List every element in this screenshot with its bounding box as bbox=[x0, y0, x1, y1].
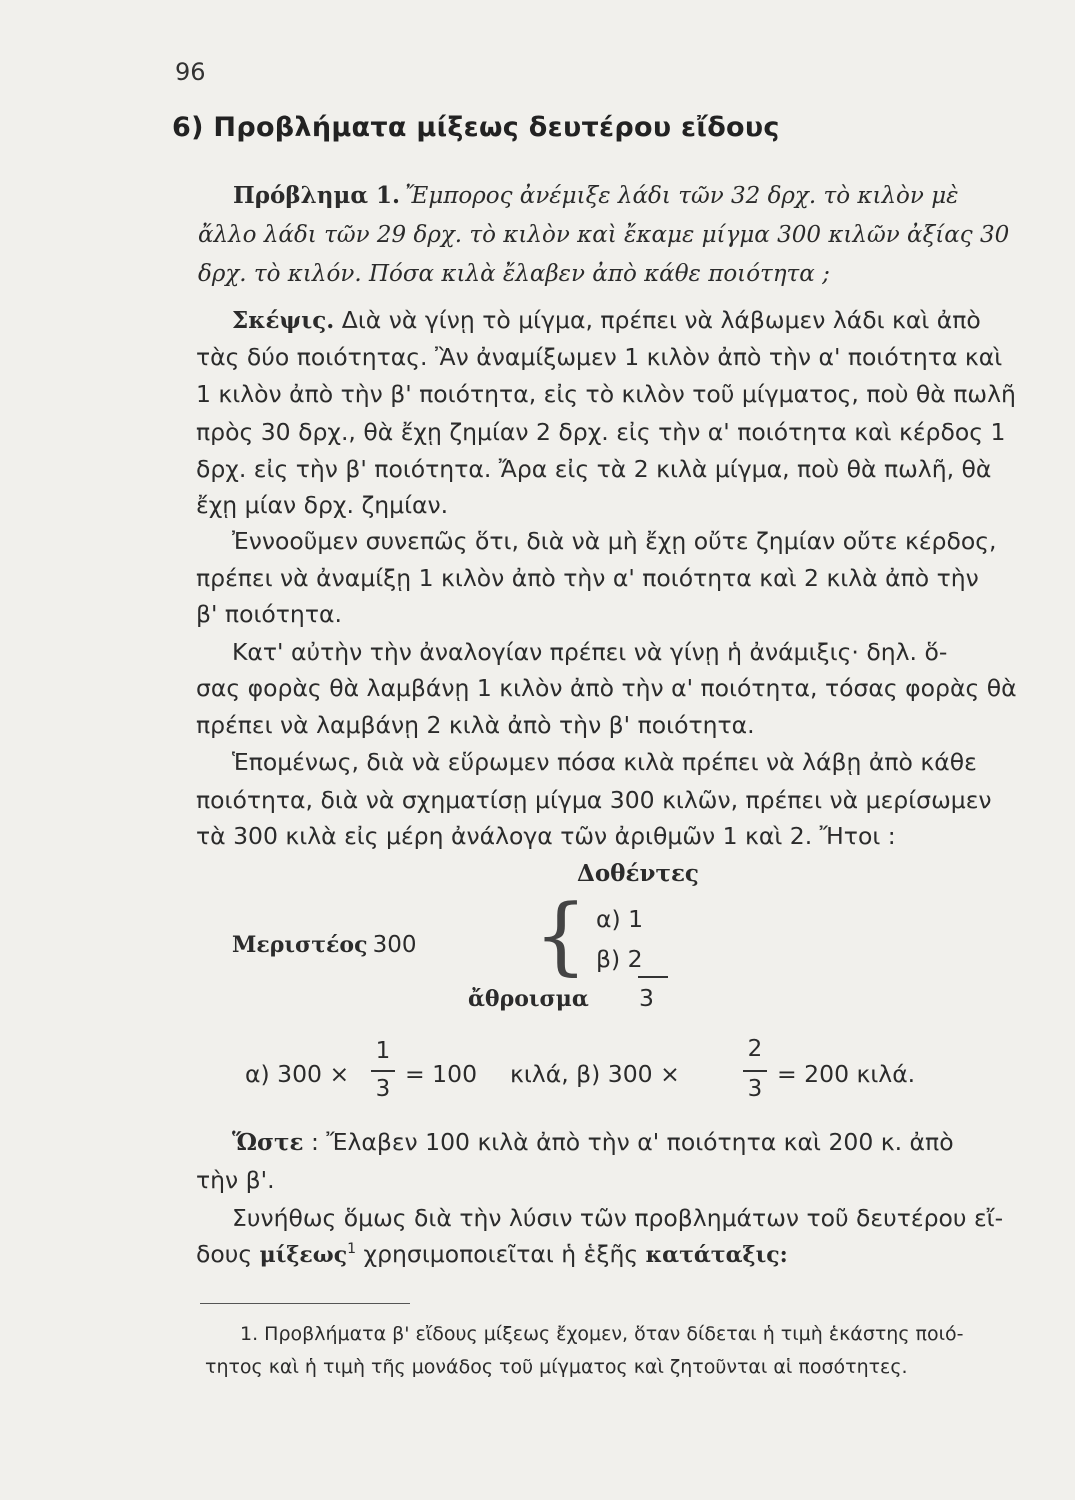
calc-a-result: = 100 bbox=[405, 1060, 478, 1088]
left-brace: { bbox=[534, 886, 588, 984]
page-number: 96 bbox=[175, 58, 206, 86]
final-line-text: δους bbox=[196, 1240, 253, 1268]
calc-b-fraction-bar bbox=[743, 1070, 767, 1072]
body-line: πρέπει νὰ λαμβάνῃ 2 κιλὰ ἀπὸ τὴν β' ποιότητα. bbox=[196, 711, 755, 739]
sum-label: ἄθροισμα bbox=[468, 986, 589, 1012]
calc-a-numerator: 1 bbox=[375, 1038, 391, 1064]
reasoning-first-line bbox=[232, 306, 981, 334]
body-line: πρὸς 30 δρχ., θὰ ἔχῃ ζημίαν 2 δρχ. εἰς τὴν α' ποιότητα καὶ κέρδος 1 bbox=[196, 418, 1006, 446]
footnote-mark: 1 bbox=[347, 1241, 357, 1258]
calc-b-denominator: 3 bbox=[747, 1076, 763, 1102]
final-line bbox=[196, 1240, 788, 1268]
body-line: Ἑπομένως, διὰ νὰ εὕρωμεν πόσα κιλὰ πρέπει νὰ λάβῃ ἀπὸ κάθε bbox=[232, 748, 977, 776]
part-a: α) 1 bbox=[596, 905, 644, 933]
body-line: δρχ. εἰς τὴν β' ποιότητα. Ἄρα εἰς τὰ 2 κιλὰ μίγμα, ποὺ θὰ πωλῆ, θὰ bbox=[196, 455, 992, 483]
problem-text-line: δρχ. τὸ κιλόν. Πόσα κιλὰ ἔλαβεν ἀπὸ κάθε ποιότητα ; bbox=[198, 261, 830, 287]
problem-text-line: ἄλλο λάδι τῶν 29 δρχ. τὸ κιλὸν καὶ ἔκαμε μίγμα 300 κιλῶν ἀξίας 30 bbox=[198, 222, 1010, 248]
problem-label: Πρόβλημα 1. bbox=[233, 182, 401, 209]
conclusion-line-2: τὴν β'. bbox=[196, 1166, 275, 1194]
footnote-line: τητος καὶ ἡ τιμὴ τῆς μονάδος τοῦ μίγματος καὶ ζητοῦνται αἱ ποσότητες. bbox=[205, 1356, 908, 1378]
bold-term: κατάταξις: bbox=[645, 1242, 788, 1268]
reasoning-text: Διὰ νὰ γίνῃ τὸ μίγμα, πρέπει νὰ λάβωμεν λάδι καὶ ἀπὸ bbox=[341, 306, 981, 334]
dividend-label: Μεριστέος bbox=[232, 932, 368, 958]
problem-text-line: Ἔμπορος ἀνέμιξε λάδι τῶν 32 δρχ. τὸ κιλὸν μὲ bbox=[405, 183, 959, 209]
calc-b-numerator: 2 bbox=[747, 1036, 763, 1062]
body-line: πρέπει νὰ ἀναμίξῃ 1 κιλὸν ἀπὸ τὴν α' ποιότητα καὶ 2 κιλὰ ἀπὸ τὴν bbox=[196, 564, 979, 592]
final-line-text: χρησιμοποιεῖται ἡ ἑξῆς bbox=[363, 1240, 639, 1268]
dividend-value: 300 bbox=[372, 932, 417, 958]
problem-first-line bbox=[233, 182, 958, 209]
givens-label: Δοθέντες bbox=[577, 860, 699, 887]
body-line: 1 κιλὸν ἀπὸ τὴν β' ποιότητα, εἰς τὸ κιλὸν τοῦ μίγματος, ποὺ θὰ πωλῆ bbox=[196, 380, 1016, 408]
calc-a-denominator: 3 bbox=[375, 1076, 391, 1102]
footnote-rule bbox=[200, 1303, 410, 1304]
body-line: τὰς δύο ποιότητας. Ἂν ἀναμίξωμεν 1 κιλὸν ἀπὸ τὴν α' ποιότητα καὶ bbox=[196, 343, 1003, 371]
body-line: ποιότητα, διὰ νὰ σχηματίσῃ μίγμα 300 κιλῶν, πρέπει νὰ μερίσωμεν bbox=[196, 786, 992, 814]
body-line: Κατ' αὐτὴν τὴν ἀναλογίαν πρέπει νὰ γίνῃ ἡ ἀνάμιξις· δηλ. ὅ- bbox=[232, 638, 948, 666]
body-line: Συνήθως ὅμως διὰ τὴν λύσιν τῶν προβλημάτων τοῦ δευτέρου εἴ- bbox=[232, 1204, 1004, 1232]
calc-a-fraction-bar bbox=[371, 1070, 395, 1072]
body-line: σας φορὰς θὰ λαμβάνῃ 1 κιλὸν ἀπὸ τὴν α' ποιότητα, τόσας φορὰς θὰ bbox=[196, 674, 1017, 702]
bold-term: μίξεως bbox=[259, 1242, 348, 1268]
part-b: β) 2 bbox=[596, 945, 643, 973]
conclusion-line bbox=[232, 1128, 954, 1156]
sum-value: 3 bbox=[639, 984, 654, 1012]
calc-b-result: = 200 κιλά. bbox=[777, 1060, 916, 1088]
reasoning-label: Σκέψις. bbox=[232, 307, 335, 334]
body-line: τὰ 300 κιλὰ εἰς μέρη ἀνάλογα τῶν ἀριθμῶν 1 καὶ 2. Ἤτοι : bbox=[196, 822, 896, 850]
calc-a-unit: κιλά, β) 300 × bbox=[510, 1060, 680, 1088]
sum-rule bbox=[638, 976, 668, 978]
body-line: ἔχῃ μίαν δρχ. ζημίαν. bbox=[196, 491, 449, 519]
conclusion-text: : Ἔλαβεν 100 κιλὰ ἀπὸ τὴν α' ποιότητα καὶ 200 κ. ἀπὸ bbox=[310, 1128, 954, 1156]
conclusion-label: Ὥστε bbox=[232, 1129, 304, 1156]
dividend bbox=[232, 932, 416, 958]
calc-a-prefix: α) 300 × bbox=[245, 1060, 350, 1088]
body-line: Ἐννοοῦμεν συνεπῶς ὅτι, διὰ νὰ μὴ ἔχῃ οὔτε ζημίαν οὔτε κέρδος, bbox=[232, 527, 997, 555]
body-line: β' ποιότητα. bbox=[196, 600, 342, 628]
footnote-line: 1. Προβλήματα β' εἴδους μίξεως ἔχομεν, ὅταν δίδεται ἡ τιμὴ ἑκάστης ποιό- bbox=[240, 1323, 964, 1345]
section-heading: 6) Προβλήματα μίξεως δευτέρου εἴδους bbox=[172, 112, 780, 143]
